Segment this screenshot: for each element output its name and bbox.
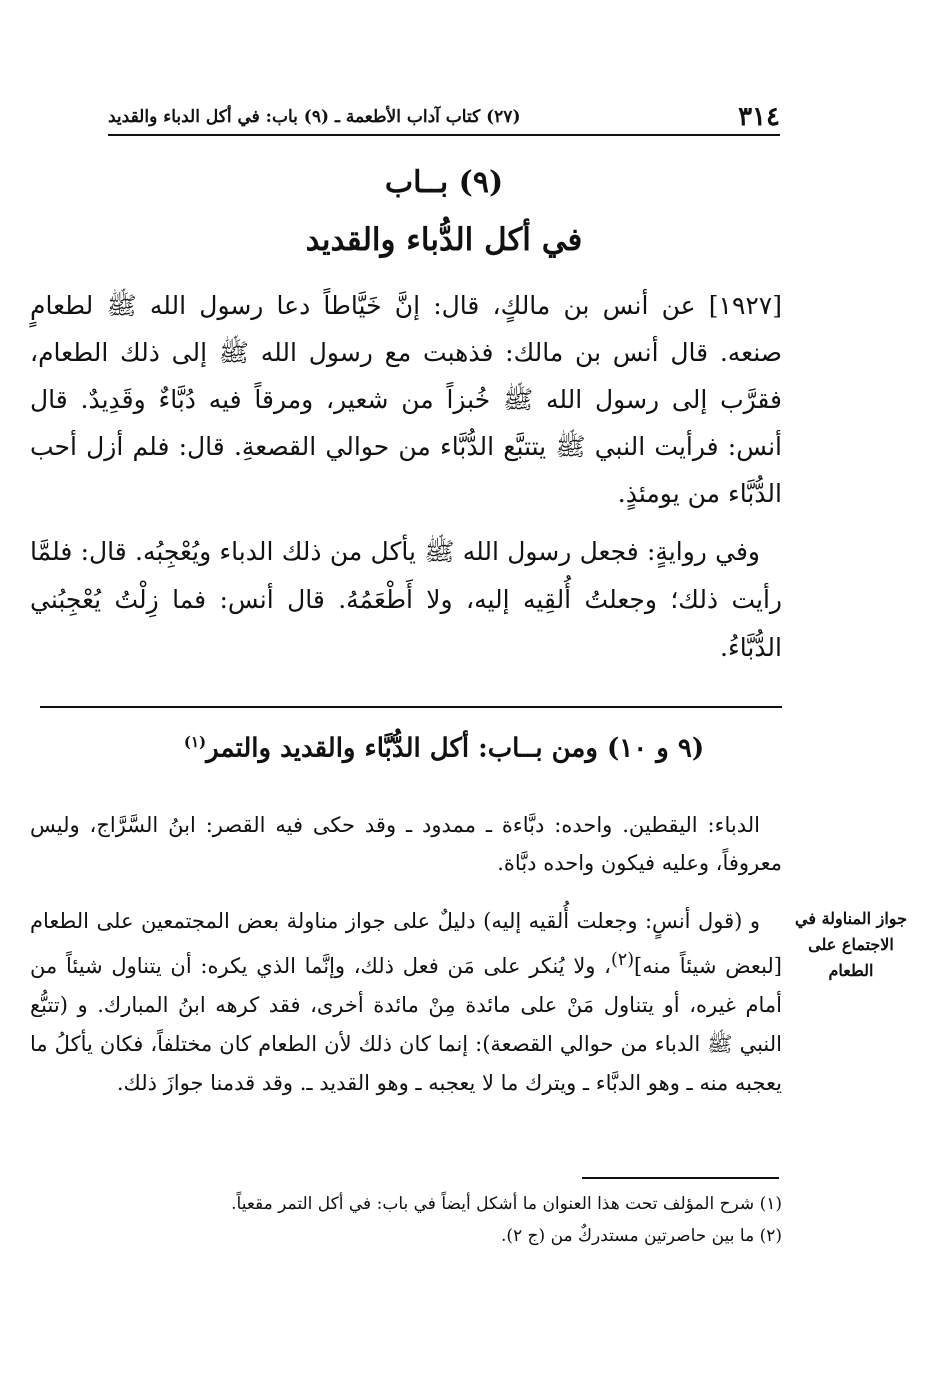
hadith-paragraph: [١٩٢٧] عن أنس بن مالكٍ، قال: إنَّ خَيَّاطاً دعا رسول الله ﷺ لطعامٍ صنعه. قال أنس بن مالك: فذهبت مع رسول الله ﷺ إلى ذلك الطعام، فقرَّب إلى رسول الله ﷺ خُبزاً من شعير، ومرقاً فيه دُبَّاءٌ وقَدِيدٌ. قال أنس: فرأيت النبي ﷺ يتتبَّع الدُّبَّاء من حوالي القصعةِ. قال: فلم أزل أحب الدُّبَّاء من يومئذٍ. [30, 291, 782, 508]
footnote-2: (٢) ما بين حاصرتين مستدركٌ من (ج ٢). [500, 1226, 782, 1246]
gloss-text [30, 806, 782, 882]
commentary-title-text: (٩ و ١٠) ومن بــاب: أكل الدُّبَّاء والقديد والتمر [206, 733, 705, 764]
section-divider [40, 706, 782, 708]
footnotes [30, 1188, 782, 1252]
footnote-marker-2: (٢) [610, 950, 635, 970]
commentary-paragraph [30, 902, 782, 1103]
footnote-1: (١) شرح المؤلف تحت هذا العنوان ما أشكل أيضاً في باب: في أكل التمر مقعياً. [231, 1194, 782, 1214]
footnote-marker-1: (١) [183, 733, 207, 751]
gloss-paragraph [30, 806, 782, 882]
chapter-label: (٩) بــاب [384, 165, 504, 200]
commentary-part-1: و (قول أنسٍ: وجعلت أُلقيه إليه) دليلٌ على جواز مناولة بعض المجتمعين على الطعام [لبعض شيئاً منه] [30, 909, 782, 978]
footnote-rule [582, 1177, 779, 1179]
margin-note: جواز المناولة في الاجتماع على الطعام [795, 909, 907, 980]
chapter-title: في أكل الدُّباء والقديد [305, 222, 583, 258]
page-header [108, 100, 780, 136]
riwaya-content: وفي روايةٍ: فجعل رسول الله ﷺ يأكل من ذلك الدباء ويُعْجِبُه. قال: فلمَّا رأيت ذلك؛ وجعلتُ أُلقِيه إليه، ولا أَطْعَمُهُ. قال أنس: فما زِلْتُ يُعْجِبُني الدُّبَّاءُ. [30, 537, 782, 662]
commentary-part-2: ، ولا يُنكر على مَن فعل ذلك، وإنَّما الذي يكره: أن يتناول شيئاً من أمام غيره، أو يتناول مَنْ على مائدة مِنْ مائدة أخرى، فقد كرهه ابنُ المبارك. و (تتبُّع النبي ﷺ الدباء من حوالي القصعة): إنما كان ذلك لأن الطعام كان مختلفاً، فكان يأكلُ ما يعجبه منه ـ وهو الدبَّاء ـ ويترك ما لا يعجبه ـ وهو القديد ـ. وقد قدمنا جوازَ ذلك. [30, 954, 782, 1095]
page-number: ٣١٤ [738, 102, 780, 132]
riwaya-text [30, 528, 782, 672]
running-head: (٢٧) كتاب آداب الأطعمة ـ (٩) باب: في أكل الدباء والقديد [108, 107, 521, 127]
gloss-content: الدباء: اليقطين. واحده: دبَّاءة ـ ممدود ـ وقد حكى فيه القصر: ابنُ السَّرَّاج، وليس معروفاً، وعليه فيكون واحده دبَّاة. [30, 813, 782, 875]
riwaya-paragraph [30, 528, 782, 672]
commentary-title [108, 733, 780, 764]
hadith-text [30, 282, 782, 517]
commentary-body [30, 902, 782, 1103]
